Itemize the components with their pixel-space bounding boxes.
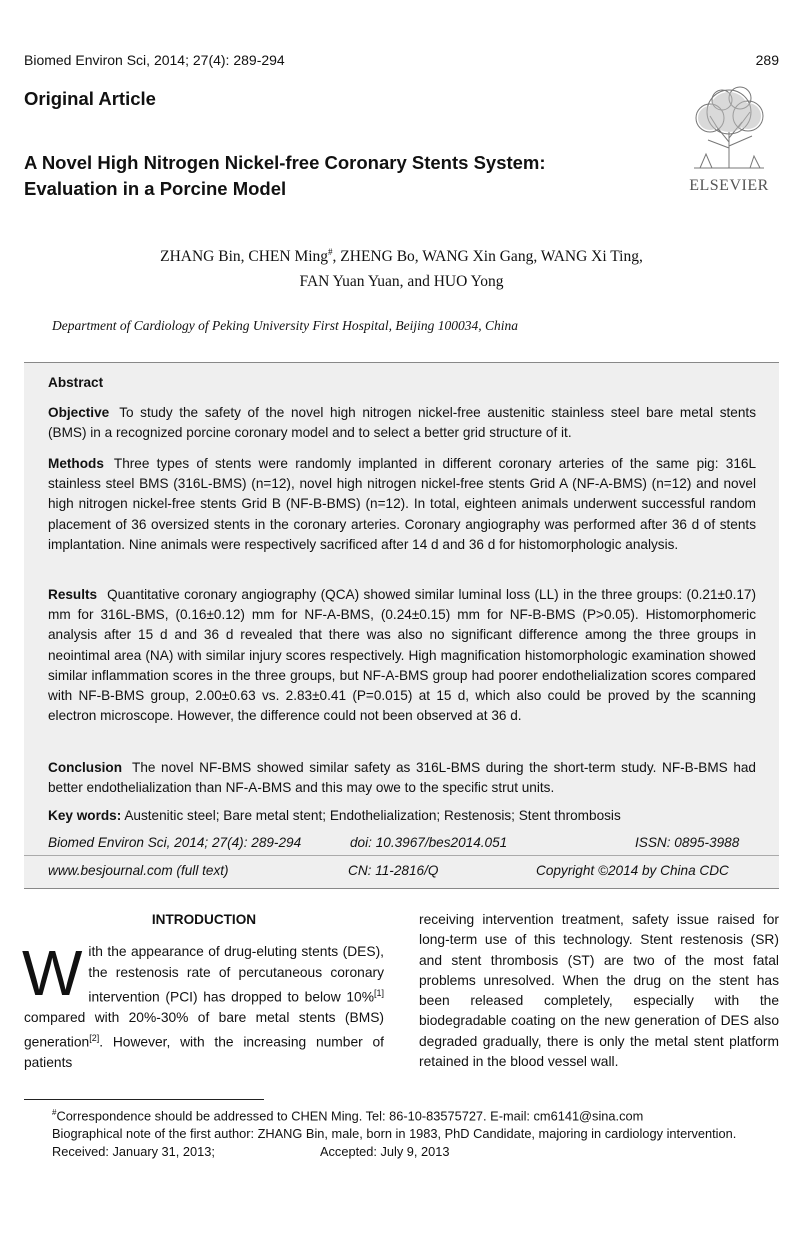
authors-line-1 xyxy=(0,240,803,269)
abstract-objective xyxy=(48,403,756,443)
running-header xyxy=(24,52,779,68)
abstract-box xyxy=(24,362,779,889)
doi-link[interactable]: doi: 10.3967/bes2014.051 xyxy=(350,835,508,850)
intro-paragraph xyxy=(22,937,384,1073)
title-line-2: Evaluation in a Porcine Model xyxy=(24,178,287,199)
page-number: 289 xyxy=(755,52,779,68)
tree-icon xyxy=(680,82,778,170)
affiliation: Department of Cardiology of Peking University First Hospital, Beijing 100034, China xyxy=(52,318,518,333)
results-text: Quantitative coronary angiography (QCA) showed similar luminal loss (LL) in the three groups: (0.21±0.17) mm for 316L-BMS, (0.16±0.12) mm for NF-A-BMS, (0.24±0.15) mm for NF-B-BMS (P>0.05). Histomorphomeric analysis after 15 d and 36 d revealed that there was also no significant difference among the three groups in neointimal area (NA) with similar injury scores respectively. High magnification histomorphologic examination showed similar inflammation scores in the three groups, but NF-A-BMS group had poorer endothelialization scores compared with NF-B-BMS group, 2.00±0.63 vs. 2.83±0.41 (P=0.015) at 15 d, which also could be proved by the scanning electron microscope. However, the difference could not been observed at 36 d. xyxy=(48,587,756,724)
logo-wordmark: ELSEVIER xyxy=(689,177,769,194)
footnotes xyxy=(24,1104,780,1163)
citation-ref-1[interactable]: [1] xyxy=(373,987,384,998)
journal-citation: Biomed Environ Sci, 2014; 27(4): 289-294 xyxy=(48,835,302,850)
conclusion-text: The novel NF-BMS showed similar safety as 316L-BMS during the short-term study. NF-B-BMS had better endothelialization than NF-A-BMS and this may owe to the specific strut units. xyxy=(48,760,756,796)
journal-website-link[interactable]: www.besjournal.com (full text) xyxy=(48,863,229,878)
drop-cap: W xyxy=(22,937,83,1010)
footnote-mark: # xyxy=(52,1108,57,1117)
cn-number: CN: 11-2816/Q xyxy=(348,863,439,878)
authors-line-2: FAN Yuan Yuan, and HUO Yong xyxy=(299,273,504,291)
citation-header: Biomed Environ Sci, 2014; 27(4): 289-294 xyxy=(24,52,285,68)
correspondence-mark: # xyxy=(328,247,333,257)
received-date: Received: January 31, 2013; xyxy=(52,1144,215,1160)
authors-rest: , ZHENG Bo, WANG Xin Gang, WANG Xi Ting, xyxy=(332,248,643,266)
intro-text-b: compared with 20%-30% of bare metal stents (BMS) generation xyxy=(24,1009,384,1050)
authors-first: ZHANG Bin, CHEN Ming xyxy=(160,248,329,266)
meta-divider xyxy=(24,855,779,856)
objective-label: Objective xyxy=(48,405,110,420)
keywords-text: Austenitic steel; Bare metal stent; Endothelialization; Restenosis; Stent thrombosis xyxy=(124,808,621,823)
methods-text: Three types of stents were randomly implanted in different coronary arteries of the same pig: 316L stainless steel BMS (316L-BMS) (n=12), novel high nitrogen nickel-free stents Grid A (NF-A-BMS) (n=12) and novel high nitrogen nickel-free stents Grid B (NF-B-BMS) (n=12). In total, eighteen animals underwent successful random placement of 36 oversized stents in the coronary arteries. Coronary angiography was performed after 36 d of stents implantation. Nine animals were respectively sacrificed after 14 d and 36 d for histomorphologic analysis. xyxy=(48,456,756,552)
keywords-label: Key words: xyxy=(48,808,122,823)
results-label: Results xyxy=(48,587,98,602)
footnote-divider xyxy=(24,1099,264,1100)
intro-left-column xyxy=(24,910,384,1073)
intro-right-column: receiving intervention treatment, safety issue raised for long-term use of this technology. Stent restenosis (SR) and stent thrombosis (ST) are two of the most fatal problems unresolved. When the drug on the stent has been released completely, especially with the biodegradable coating on the new generation of DES also degraded gradually, there is only the metal stent platform retained in the blood vessel wall. xyxy=(419,912,779,1070)
abstract-keywords xyxy=(48,806,756,826)
received-accepted xyxy=(52,1143,780,1163)
intro-text-a: ith the appearance of drug-eluting stents (DES), the restenosis rate of percutaneous coronary intervention (PCI) has dropped to below 10% xyxy=(88,944,384,1005)
article-type: Original Article xyxy=(24,88,156,109)
copyright: Copyright ©2014 by China CDC xyxy=(536,863,729,878)
correspondence-text: Correspondence should be addressed to CHEN Ming. Tel: 86-10-83575727. E-mail: cm6141@sina.com xyxy=(56,1108,644,1124)
objective-text: To study the safety of the novel high nitrogen nickel-free austenitic stainless steel bare metal stents (BMS) in a recognized porcine coronary model and to select a better grid structure of it. xyxy=(48,405,756,441)
author-list xyxy=(0,240,803,294)
abstract-methods xyxy=(48,454,756,555)
methods-label: Methods xyxy=(48,456,104,471)
title-line-1: A Novel High Nitrogen Nickel-free Coronary Stents System: xyxy=(24,152,546,173)
abstract-results xyxy=(48,585,756,726)
abstract-conclusion xyxy=(48,758,756,798)
elsevier-logo xyxy=(680,82,778,194)
correspondence-note xyxy=(24,1104,780,1125)
intro-heading: INTRODUCTION xyxy=(151,912,257,927)
citation-ref-2[interactable]: [2] xyxy=(89,1033,100,1044)
intro-text-c: . However, with the increasing number of patients xyxy=(24,1034,384,1070)
abstract-heading: Abstract xyxy=(48,375,104,390)
accepted-date: Accepted: July 9, 2013 xyxy=(320,1144,450,1160)
biographical-note: Biographical note of the first author: ZHANG Bin, male, born in 1983, PhD Candidate, majoring in cardiology intervention. xyxy=(52,1126,737,1142)
article-title xyxy=(24,150,644,202)
issn: ISSN: 0895-3988 xyxy=(635,835,740,850)
conclusion-label: Conclusion xyxy=(48,760,123,775)
